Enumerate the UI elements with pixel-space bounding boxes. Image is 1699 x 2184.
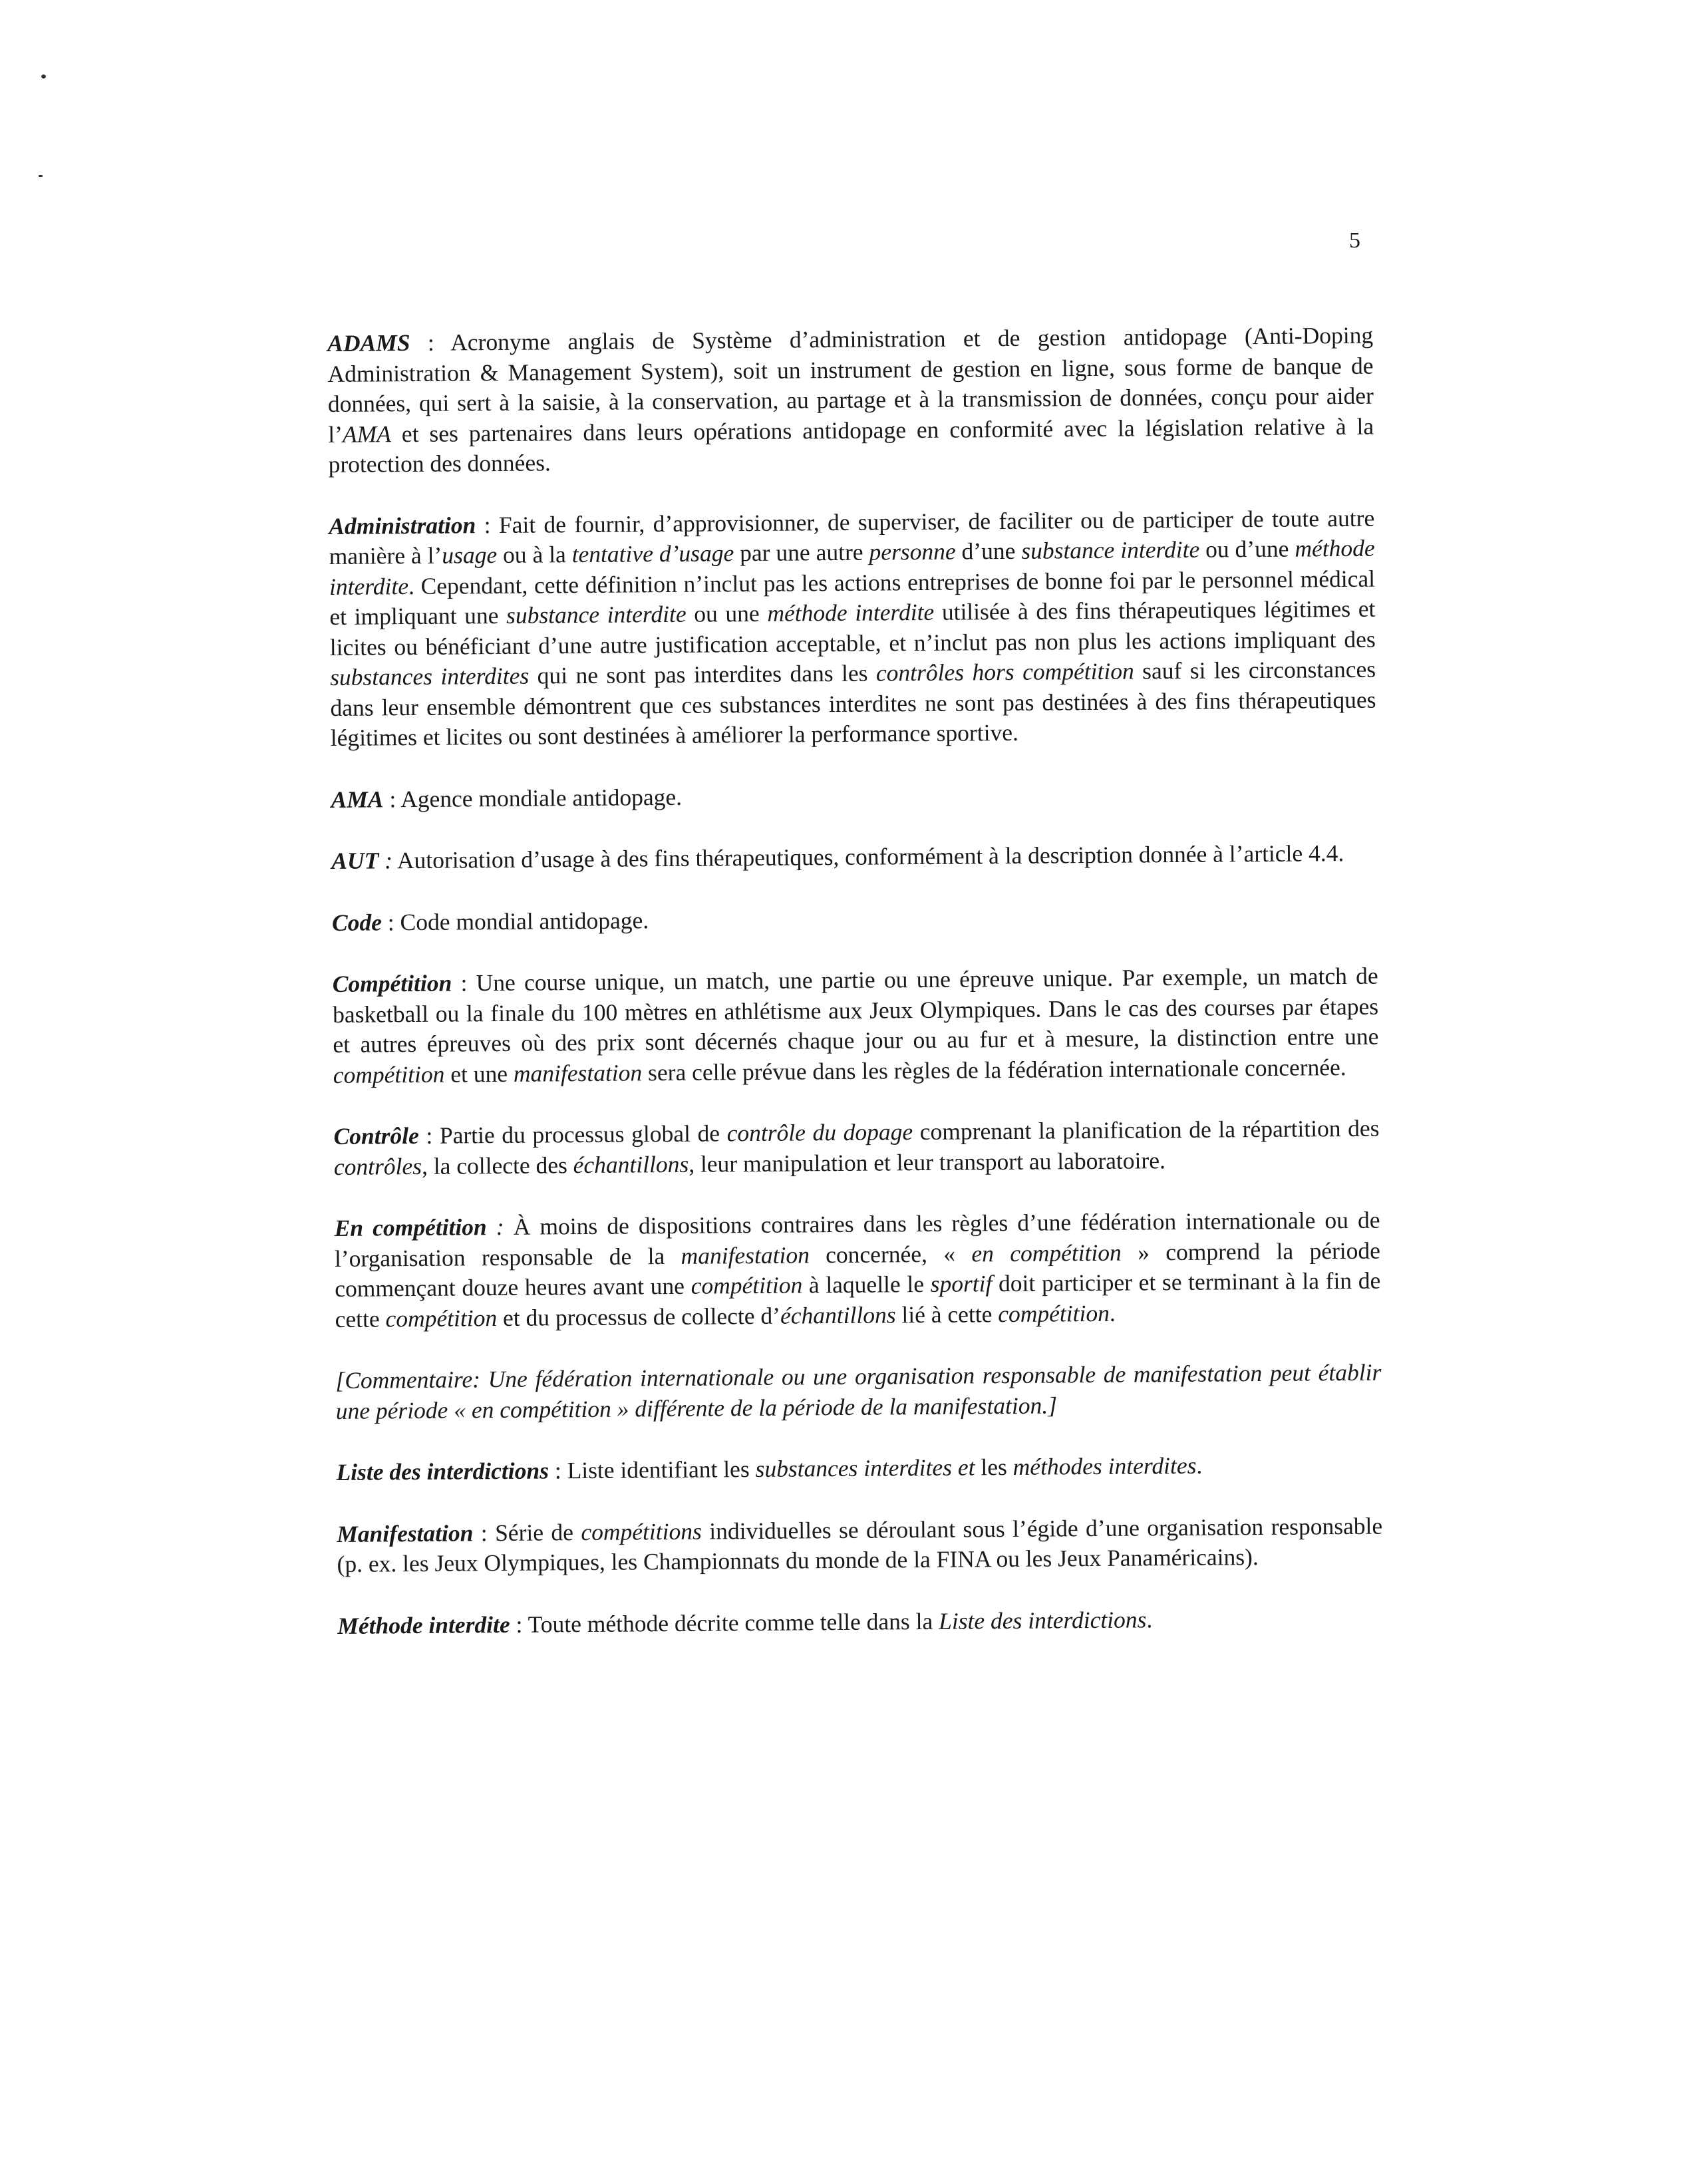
definition-text: les: [975, 1453, 1013, 1481]
definition-entry: [327, 321, 1374, 480]
definition-text: : Code mondial antidopage.: [381, 906, 649, 935]
definition-text: À moins de dispositions contraires dans les règles d’une fédération internationale ou de l’organisation responsable de la: [334, 1206, 1380, 1272]
definition-entry: [333, 961, 1379, 1090]
defined-term-reference: méthode interdite: [767, 598, 935, 627]
definition-entry: [334, 1205, 1380, 1334]
definition-term: En compétition: [334, 1213, 487, 1241]
scan-speck: [41, 75, 46, 78]
definition-text: Autorisation d’usage à des fins thérapeutiques, conformément à la description donnée à l’article 4.4.: [392, 840, 1344, 874]
defined-term-reference: :: [379, 847, 393, 874]
definition-text: , leur manipulation et leur transport au laboratoire.: [689, 1146, 1166, 1177]
definition-text: et une: [444, 1060, 514, 1088]
definition-text: par une autre: [734, 538, 869, 567]
defined-term-reference: contrôle du dopage: [726, 1118, 913, 1147]
defined-term-reference: manifestation: [513, 1058, 643, 1087]
definition-text: sera celle prévue dans les règles de la fédération internationale concernée.: [642, 1053, 1346, 1086]
definition-entry: [337, 1511, 1383, 1579]
definitions-list: [327, 321, 1384, 1672]
definition-term: Contrôle: [333, 1122, 419, 1150]
defined-term-reference: substance interdite: [506, 600, 687, 629]
commentary-note: [Commentaire: Une fédération internationale ou une organisation responsable de manifestation peut établir une période « en compétition » différente de la période de la manifestation.]: [335, 1358, 1382, 1424]
definition-text: concernée, «: [809, 1239, 972, 1268]
defined-term-reference: usage: [442, 542, 498, 569]
definition-term: Code: [331, 908, 383, 936]
defined-term-reference: substance interdite: [1021, 536, 1200, 564]
definition-text: comprenant la planification de la répartition des: [913, 1114, 1380, 1146]
defined-term-reference: compétitions: [581, 1517, 702, 1545]
definition-term: Manifestation: [337, 1519, 474, 1547]
defined-term-reference: échantillons: [780, 1301, 896, 1329]
definition-text: .: [1146, 1605, 1153, 1633]
defined-term-reference: compétition: [998, 1299, 1110, 1327]
definition-text: ou une: [686, 599, 768, 627]
defined-term-reference: compétition: [691, 1271, 803, 1299]
defined-term-reference: compétition: [385, 1304, 498, 1332]
defined-term-reference: tentative d’usage: [571, 540, 734, 568]
definition-text: , la collecte des: [421, 1151, 573, 1179]
definition-entry: [336, 1450, 1382, 1488]
defined-term-reference: AMA: [342, 420, 392, 448]
definition-text: utilisée à des fins thérapeutiques légitimes et licites ou bénéficiant d’une autre justification acceptable, et n’inclut pas non plus les actions impliquant des: [329, 595, 1376, 661]
definition-term: ADAMS: [327, 329, 410, 357]
definition-text: ou d’une: [1199, 535, 1295, 563]
definition-entry: [331, 838, 1377, 877]
page-number: 5: [1349, 228, 1360, 253]
definition-text: individuelles se déroulant sous l’égide d’une organisation responsable (p. ex. les Jeux Olympiques, les Championnats du monde de la FINA ou les Jeux Panaméricains).: [337, 1512, 1383, 1577]
scan-speck: [39, 175, 43, 177]
defined-term-reference: manifestation: [681, 1241, 810, 1269]
definition-entry: [329, 503, 1376, 753]
definition-term: AUT: [331, 847, 379, 874]
definition-term: Administration: [329, 511, 476, 540]
defined-term-reference: Liste des interdictions: [938, 1605, 1147, 1635]
definition-text: . Cependant, cette définition n’inclut pas les actions entreprises de bonne foi par le personnel médical et impliquant une: [329, 565, 1376, 630]
defined-term-reference: contrôles hors compétition: [875, 657, 1134, 687]
definition-text: .: [1196, 1452, 1203, 1479]
definition-text: et du processus de collecte d’: [497, 1302, 781, 1331]
definition-text: ou à la: [496, 541, 572, 569]
definition-text: : Liste identifiant les: [548, 1455, 756, 1484]
definition-text: : Acronyme anglais de Système d’administration et de gestion antidopage (Anti-Doping Administration & Management System), soit un instrument de gestion en ligne, sous forme de banque de données, qui sert à la saisie, à la conservation, au partage et à la transmission de données, conçu pour aider l’: [327, 321, 1374, 448]
definition-entry: [332, 899, 1378, 938]
defined-term-reference: et: [957, 1454, 975, 1481]
definition-term: Méthode interdite: [337, 1611, 510, 1639]
definition-entry: [333, 1114, 1380, 1182]
defined-term-reference: méthodes interdites: [1012, 1452, 1197, 1480]
definition-text: .: [1109, 1299, 1116, 1326]
definition-text: : Toute méthode décrite comme telle dans la: [510, 1607, 939, 1638]
definition-text: » comprend la période commençant douze heures avant une: [335, 1237, 1381, 1302]
defined-term-reference: substances interdites: [329, 662, 530, 691]
definition-text: et ses partenaires dans leurs opérations antidopage en conformité avec la législation relative à la protection des données.: [328, 412, 1374, 478]
definition-text: : Agence mondiale antidopage.: [383, 783, 683, 812]
definition-text: qui ne sont pas interdites dans les: [529, 659, 877, 689]
defined-term-reference: en compétition: [971, 1239, 1122, 1267]
definition-text: : Série de: [473, 1518, 581, 1546]
definition-term: Liste des interdictions: [336, 1457, 549, 1485]
definition-entry: [337, 1603, 1383, 1641]
definition-text: sauf si les circonstances dans leur ensemble démontrent que ces substances interdites ne sont pas destinées à des fins thérapeutiques légitimes et licites ou sont destinées à améliorer la performance sportive.: [330, 655, 1376, 751]
definition-entry: [331, 776, 1376, 815]
definition-term: Compétition: [332, 969, 452, 997]
defined-term-reference: personne: [869, 538, 956, 565]
definition-text: : Fait de fournir, d’approvisionner, de superviser, de faciliter ou de participer de toute autre manière à l’: [329, 504, 1375, 569]
defined-term-reference: sportif: [930, 1270, 993, 1297]
definition-text: lié à cette: [895, 1300, 999, 1328]
defined-term-reference: substances interdites: [755, 1454, 953, 1482]
defined-term-reference: compétition: [333, 1060, 445, 1088]
definition-text: d’une: [955, 537, 1022, 565]
defined-term-reference: méthode interdite: [329, 534, 1375, 600]
definition-term: AMA: [331, 785, 384, 813]
definition-text: : Une course unique, un match, une partie ou une épreuve unique. Par exemple, un match de basketball ou la finale du 100 mètres en athlétisme aux Jeux Olympiques. Dans le cas des courses par étapes et autres épreuves où des prix sont décernés chaque jour ou au fur et à mesure, la distinction entre une: [332, 962, 1379, 1058]
defined-term-reference: échantillons: [573, 1150, 689, 1178]
defined-term-reference: :: [486, 1213, 504, 1241]
definition-text: à laquelle le: [802, 1270, 931, 1299]
definition-text: doit participer et se terminant à la fin de cette: [335, 1267, 1381, 1332]
definition-text: : Partie du processus global de: [418, 1120, 727, 1149]
defined-term-reference: contrôles: [333, 1152, 422, 1180]
